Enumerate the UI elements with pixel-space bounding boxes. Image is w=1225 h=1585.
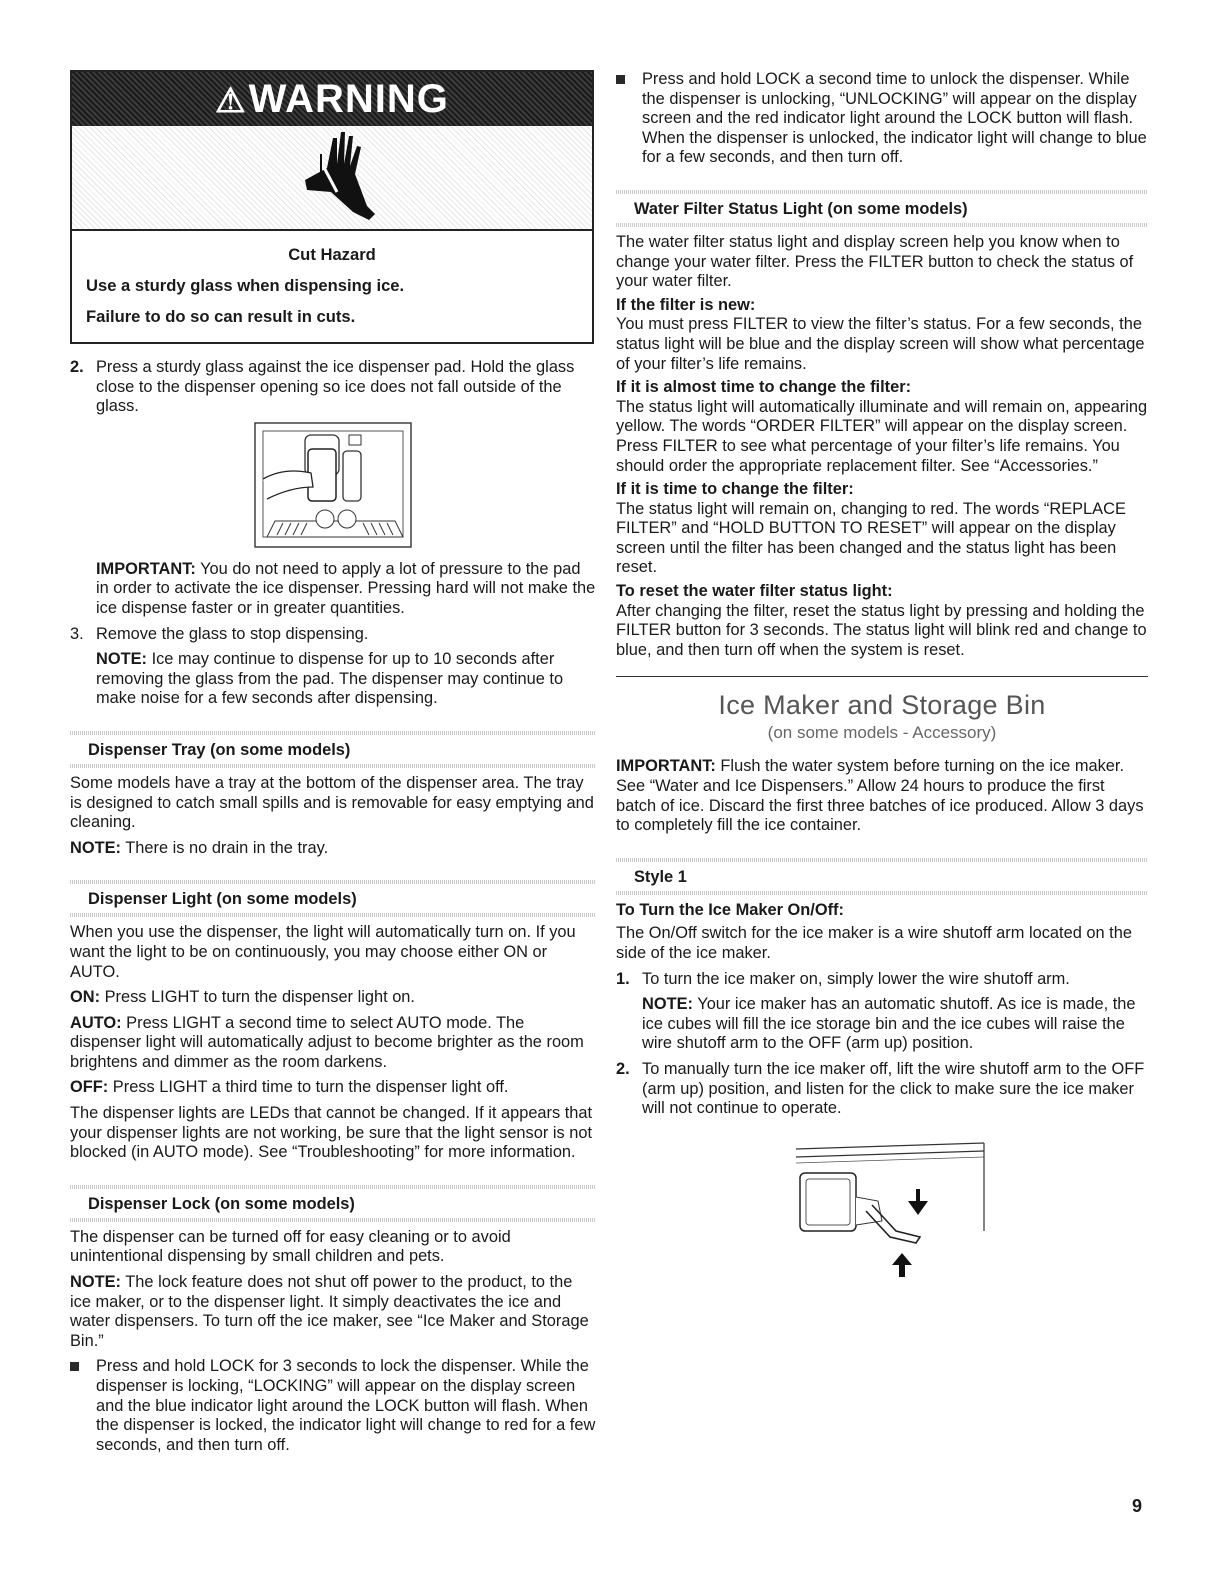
filter-almost-label [616,378,1148,398]
important-label: IMPORTANT: [96,559,196,578]
lock-heading: Dispenser Lock (on some models) [70,1185,596,1220]
filter-new-label [616,296,1148,316]
light-auto [70,1014,596,1073]
filter-new-text: You must press FILTER to view the filter’s status. For a few seconds, the status light will be blue and the display screen will show what percentage of your filter’s life remains. [616,315,1145,373]
subhead-label: If it is almost time to change the filter: [616,378,912,397]
tray-note [70,839,596,859]
note-text: There is no drain in the tray. [125,838,329,857]
note-label: NOTE: [70,1273,121,1292]
step-text: To manually turn the ice maker off, lift the wire shutoff arm to the OFF (arm up) position, and listen for the click to make sure the ice maker will not continue to operate. [642,1059,1145,1118]
auto-text: Press LIGHT a second time to select AUTO mode. The dispenser light will automatically adjust to become brighter as the room brightens and dimmer as the room darkens. [70,1013,584,1071]
section-subtitle: (on some models - Accessory) [767,723,997,743]
subhead-label: If it is time to change the filter: [616,480,854,499]
step-number: 2. [616,1059,630,1078]
leds-text: The dispenser lights are LEDs that cannot be changed. If it appears that your dispenser lights are not working, be sure that the light sensor is not blocked (in AUTO mode). See “Troubleshooting” for more information. [70,1104,593,1162]
on-label: ON: [70,988,101,1007]
step-text: Remove the glass to stop dispensing. [96,624,369,643]
note-label: NOTE: [642,995,693,1014]
bullet-text: Press and hold LOCK for 3 seconds to lock the dispenser. While the dispenser is locking, “LOCKING” will appear on the display screen and the blue indicator light around the LOCK button will flash. When the dispenser is locked, the indicator light will change to red for a few seconds, and then turn off. [96,1357,596,1454]
step-text: Press a sturdy glass against the ice dispenser pad. Hold the glass close to the dispenser opening so ice does not fall outside of the glass. [96,358,575,416]
dispense-note [96,650,596,709]
ice-important [616,757,1148,835]
lock-note [70,1273,596,1351]
page-number: 9 [1131,1496,1142,1516]
step-text: To turn the ice maker on, simply lower the wire shutoff arm. [642,969,1070,988]
step-number: 2. [70,358,84,376]
note-text: The lock feature does not shut off power to the product, to the ice maker, or to the dispenser light. It simply deactivates the ice and water dispensers. To turn off the ice maker, see “Ice Maker and Storage Bin.” [70,1273,589,1350]
cut-hand-icon [297,130,377,222]
filter-time-text: The status light will remain on, changing to red. The words “REPLACE FILTER” and “HOLD BUTTON TO RESET” will appear on the display screen until the filter has been changed and the status light has been reset. [616,499,1126,577]
style-heading: Style 1 [616,858,1148,893]
section-title: Ice Maker and Storage Bin [718,690,1046,721]
bullet-square-icon [616,75,625,84]
important-label: IMPORTANT: [616,757,716,776]
filter-reset-label [616,582,1148,602]
bullet-text: Press and hold LOCK a second time to unlock the dispenser. While the dispenser is unlocking, “UNLOCKING” will appear on the display screen and the red indicator light around the LOCK button will flash. When the dispenser is unlocked, the indicator light will change to blue for a few seconds, and then turn off. [642,70,1147,167]
on-text: Press LIGHT to turn the dispenser light on. [104,988,415,1007]
filter-reset-text: After changing the filter, reset the status light by pressing and holding the FILTER button for 3 seconds. The status light will blink red and change to blue, and then turn off when the system is reset. [616,601,1147,659]
note-text: Ice may continue to dispense for up to 10 seconds after removing the glass from the pad. The dispenser may continue to make noise for a few seconds after dispensing. [96,650,564,708]
warning-header [72,72,592,231]
bullet-square-icon [70,1362,79,1371]
step-number: 1. [616,969,630,988]
warning-body [72,231,592,342]
shutoff-note [642,995,1148,1054]
step-3 [70,625,596,645]
left-column [70,70,596,1455]
step-2 [70,358,596,417]
tray-heading: Dispenser Tray (on some models) [70,731,596,766]
section-divider [616,676,1148,677]
style-step-1 [616,970,1148,990]
warning-hazard: Cut Hazard [288,245,376,264]
subhead-label: If the filter is new: [616,295,756,314]
ice-maker-illustration [792,1141,992,1281]
subhead-label: To reset the water filter status light: [616,582,893,601]
lock-bullet [70,1357,596,1455]
tray-text: Some models have a tray at the bottom of the dispenser area. The tray is designed to catch small spills and is removable for easy emptying and cleaning. [70,773,594,832]
warning-line1: Use a sturdy glass when dispensing ice. [86,276,405,295]
note-text: Your ice maker has an automatic shutoff. As ice is made, the ice cubes will fill the ice storage bin and the ice cubes will raise the wire shutoff arm to the OFF (arm up) position. [642,995,1136,1053]
auto-label: AUTO: [70,1013,122,1032]
filter-time-label [616,480,1148,500]
note-label: NOTE: [96,650,147,669]
important-note [96,560,596,619]
unlock-bullet [616,70,1148,168]
important-text: You do not need to apply a lot of pressure to the pad in order to activate the ice dispenser. Pressing hard will not make the ice dispense faster or in greater quantities. [96,559,596,617]
warning-line2: Failure to do so can result in cuts. [86,307,356,326]
filter-text: The water filter status light and display screen help you know when to change your water filter. Press the FILTER button to check the status of your water filter. [616,232,1134,291]
dispenser-illustration [253,421,413,549]
off-label: OFF: [70,1078,109,1097]
light-on [70,988,596,1008]
off-text: Press LIGHT a third time to turn the dispenser light off. [112,1078,509,1097]
filter-heading: Water Filter Status Light (on some models) [616,190,1148,225]
lock-text: The dispenser can be turned off for easy cleaning or to avoid unintentional dispensing by small children and pets. [70,1227,511,1266]
note-label: NOTE: [70,838,121,857]
light-off [70,1078,596,1098]
warning-banner-text: WARNING [248,77,449,121]
light-heading: Dispenser Light (on some models) [70,880,596,915]
filter-almost-text: The status light will automatically illuminate and will remain on, appearing yellow. The words “ORDER FILTER” will appear on the display screen. Press FILTER to see what percentage of your filter’s life remains. You should order the appropriate replacement filter. See “Accessories.” [616,397,1148,475]
right-column [616,70,1148,1286]
style-step-2 [616,1060,1148,1119]
light-text: When you use the dispenser, the light will automatically turn on. If you want the light to be on continuously, you may choose either ON or AUTO. [70,923,576,981]
subhead-label: To Turn the Ice Maker On/Off: [616,900,844,919]
step-number: 3. [70,624,84,643]
onoff-label [616,901,1148,921]
important-text: Flush the water system before turning on the ice maker. See “Water and Ice Dispensers.” Allow 24 hours to produce the first batch of ice. Discard the first three batches of ice produced. Allow 3 days to completely fill the ice container. [616,757,1144,835]
warning-box [70,70,594,344]
onoff-text: The On/Off switch for the ice maker is a wire shutoff arm located on the side of the ice maker. [616,924,1132,962]
warning-triangle-icon: ⚠ [215,82,247,120]
warning-banner [72,72,592,126]
